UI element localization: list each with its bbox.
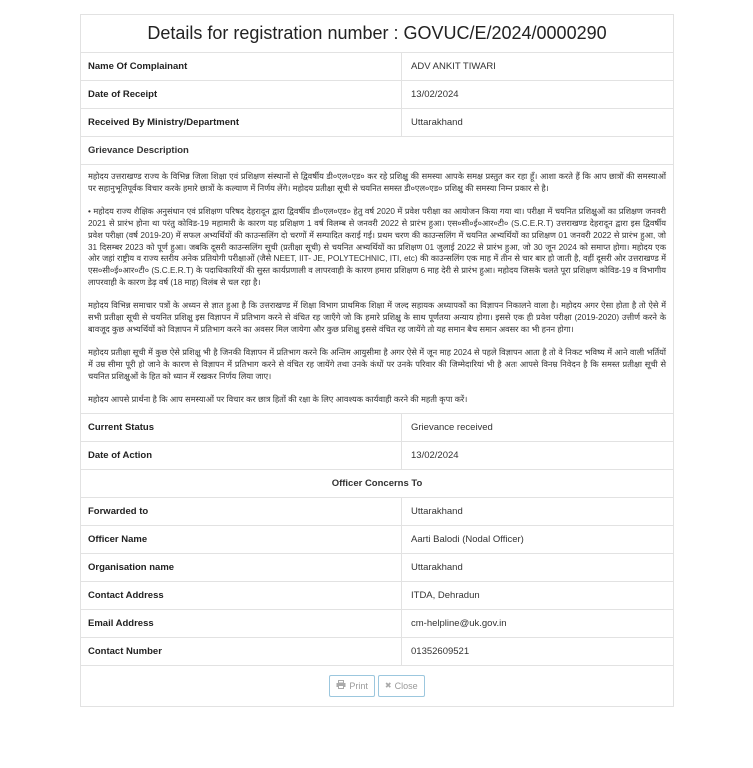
close-label: Close [394, 680, 418, 691]
grievance-description [81, 165, 673, 414]
field-label: Forwarded to [88, 505, 149, 517]
description-paragraph: महोदय उत्तराखण्ड राज्य के विभिन्न जिला शिक्षा एवं प्रशिक्षण संस्थानों से द्विवर्षीय डी०एल०एड० कर रहे प्रशिक्षु की समस्या आपके समक्ष प्रस्तुत कर रहा हूँ। आशा करते हैं कि आप छात्रों की समस्याओं पर सहानुभूतिपूर्वक विचार करके हमारे छात्रों के कल्याण में निर्णय लेंगे। महोदय प्रतीक्षा सूची से चयनित समस्त डी०एल०एड० प्रशिक्षु की समस्या निम्न प्रकार से है। [88, 172, 666, 193]
officer-heading: Officer Concerns To [81, 470, 673, 498]
current-status-row [81, 414, 673, 442]
page-title: Details for registration number : GOVUC/E/2024/0000290 [81, 15, 673, 53]
field-value: ITDA, Dehradun [401, 582, 673, 609]
action-buttons [81, 666, 673, 706]
description-paragraph: महोदय विभिन्न समाचार पत्रों के अध्यन से ज्ञात हुआ है कि उत्तराखण्ड में शिक्षा विभाग प्राथमिक शिक्षा में जल्द सहायक अध्यापकों का विज्ञापन निकालने वाला है। महोदय अगर ऐसा होता है तो ऐसे में सभी प्रतीक्षा सूची से चयनित प्रशिक्षु इस विज्ञापन में प्रतिभाग करने से वंचित रह जाएँगे जो कि हमारे प्रशिक्षु के साथ पूर्णतया अन्याय होगा। इससे एक ही प्रवेश परीक्षा (2019-2020) उत्तीर्ण करने के बावजूद कुछ अभ्यर्थियों को विज्ञापन में प्रतिभाग करने का अवसर मिल जायेगा और कुछ प्रशिक्षु इससे वंचित रह जायेंगे तो यह समान बैच समान अवसर का भी हनन होगा। [88, 301, 666, 334]
organisation-row [81, 554, 673, 582]
field-label: Name Of Complainant [88, 61, 188, 72]
field-label: Email Address [88, 617, 154, 629]
field-label: Received By Ministry/Department [88, 117, 239, 128]
field-value: Uttarakhand [401, 109, 673, 136]
complainant-row [81, 53, 673, 81]
action-date-row [81, 442, 673, 470]
contact-number-row [81, 638, 673, 666]
close-icon: ✖ [384, 681, 392, 690]
ministry-row [81, 109, 673, 137]
field-label: Current Status [88, 421, 154, 433]
print-button[interactable] [329, 675, 375, 697]
receipt-date-row [81, 81, 673, 109]
print-label: Print [349, 680, 368, 691]
field-value: 13/02/2024 [401, 81, 673, 108]
contact-address-row [81, 582, 673, 610]
description-paragraph: • महोदय राज्य शैक्षिक अनुसंधान एवं प्रशिक्षण परिषद देहरादून द्वारा द्विवर्षीय डी०एल०एड० हेतु वर्ष 2020 में प्रवेश परीक्षा का आयोजन किया गया था। परीक्षा में चयनित प्रशिक्षुओं का प्रशिक्षण जनवरी 2021 से प्रारंभ होना था परंतु कोविड-19 महामारी के कारण यह प्रशिक्षण 1 वर्ष विलम्ब से जनवरी 2022 से प्रारंभ हुआ। एस०सी०ई०आर०टी० (S.C.E.R.T) उत्तराखण्ड देहरादून द्वारा इस द्विवर्षीय प्रवेश परीक्षा (वर्ष 2019-20) में सफल अभ्यर्थियों की काउन्सलिंग दो चरणों में सम्पादित कराई गई। प्रथम चरण की काउन्सलिंग में चयनित अभ्यर्थियों का प्रशिक्षण 01 जनवरी 2022 से प्रारंभ हुआ, जो 31 दिसम्बर 2023 को पूर्ण हुआ। जबकि दूसरी काउन्सलिंग सूची (प्रतीक्षा सूची) से चयनित अभ्यर्थियों का प्रशिक्षण 01 जुलाई 2022 से प्रारंभ हुआ, जो 30 जून 2024 को समाप्त होगा। महोदय एक ओर जहां राष्ट्रीय व राज्य स्तरीय अनेक प्रतियोगी परीक्षाओं (जैसे NEET, IIT- JE, POLYTECHNIC, ITI, etc) की काउन्सलिंग एक माह में तीन से चार बार हो जाती है, वहीं दूसरी ओर उत्तराखण्ड में एस०सी०ई०आर०टी० (S.C.E.R.T) के पदाधिकारियों की सुस्त कार्यप्रणाली व लापरवाही के कारण हमारा प्रशिक्षण 6 माह देरी से प्रारंभ हुआ। महोदय जिसके चलते पूरा प्रशिक्षण कोविड-19 व विभागीय लापरवाही के कारण डेढ़ वर्ष (18 माह) विलंब से चल रहा है। [88, 206, 666, 288]
field-value: ADV ANKIT TIWARI [401, 53, 673, 80]
print-icon [336, 680, 346, 691]
field-value: 13/02/2024 [401, 442, 673, 469]
field-value: 01352609521 [401, 638, 673, 665]
close-button[interactable] [378, 675, 425, 697]
officer-name-row [81, 526, 673, 554]
forwarded-to-row [81, 498, 673, 526]
field-value: Aarti Balodi (Nodal Officer) [401, 526, 673, 553]
field-label: Date of Action [88, 449, 153, 461]
field-label: Contact Number [88, 645, 162, 657]
field-label: Organisation name [88, 561, 175, 573]
field-label: Date of Receipt [88, 89, 158, 100]
description-paragraph: महोदय आपसे प्रार्थना है कि आप समस्याओं पर विचार कर छात्र हितों की रक्षा के लिए आवश्यक कार्यवाही करने की महती कृपा करें। [88, 394, 468, 404]
grievance-details-panel [80, 14, 674, 707]
email-row [81, 610, 673, 638]
field-label: Contact Address [88, 589, 164, 601]
description-paragraph: महोदय प्रतीक्षा सूची में कुछ ऐसे प्रशिक्षु भी है जिनकी विज्ञापन में प्रतिभाग करने कि अन्तिम आयुसीमा है अगर ऐसे में जून माह 2024 से पहले विज्ञापन आता है तो वे निकट भविष्य में आने वाली भर्तियों में उम्र सीमा पूरी हो जाने के कारण से विज्ञापन में प्रतिभाग करने से वंचित रह जायेंगे तथा उनके कंधों पर उनके परिवार की जिम्मेदारियां भी है अतः आपसे विनम्र निवेदन है कि समस्त प्रतीक्षा सूची से चयनित प्रशिक्षुओं के हित को ध्यान में रखकर निर्णय लिया जाए। [88, 347, 666, 381]
field-value: Uttarakhand [401, 498, 673, 525]
field-label: Officer Name [88, 533, 148, 545]
status-value: Grievance received [401, 414, 673, 441]
field-value: cm-helpline@uk.gov.in [401, 610, 673, 637]
field-value: Uttarakhand [401, 554, 673, 581]
grievance-heading: Grievance Description [81, 137, 673, 165]
